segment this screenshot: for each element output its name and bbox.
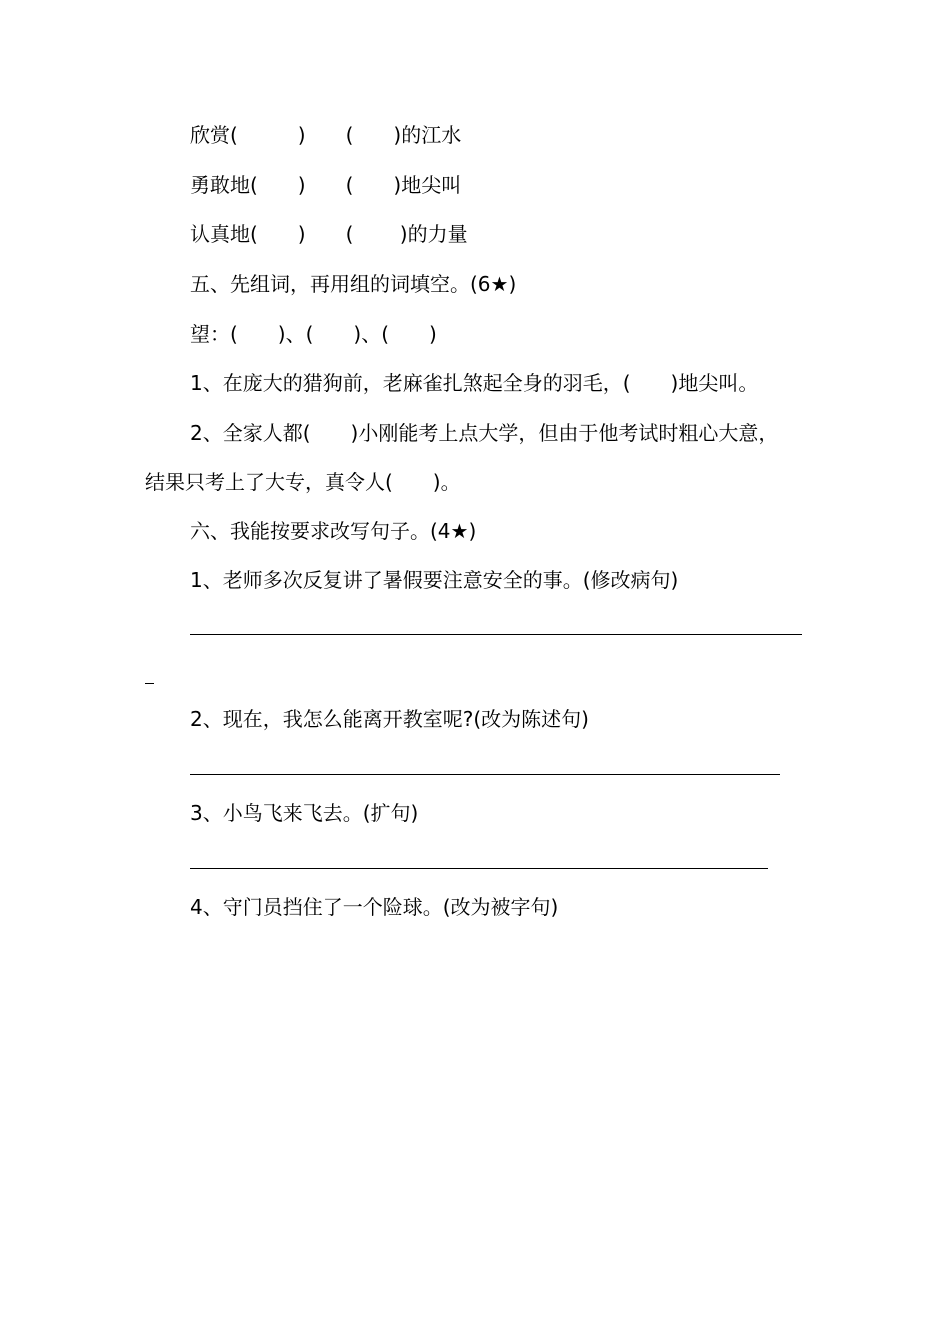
rewrite-task-1: 1、老师多次反复讲了暑假要注意安全的事。(修改病句) — [190, 568, 679, 592]
section-six-heading: 六、我能按要求改写句子。(4★) — [190, 519, 477, 543]
fill-sentence-2: 2、全家人都( )小刚能考上点大学，但由于他考试时粗心大意， — [190, 421, 779, 445]
fill-sentence-1: 1、在庞大的猎狗前，老麻雀扎煞起全身的羽毛，( )地尖叫。 — [190, 371, 759, 395]
word-group-line: 望：( )、( )、( ) — [190, 322, 437, 346]
rewrite-task-3: 3、小鸟飞来飞去。(扩句) — [190, 801, 419, 825]
answer-line-1-overflow — [145, 683, 154, 684]
fill-sentence-2-continued: 结果只考上了大专，真令人( )。 — [145, 470, 461, 494]
rewrite-task-2: 2、现在，我怎么能离开教室呢?(改为陈述句) — [190, 707, 589, 731]
phrase-fill-line-2: 勇敢地( ) ( )地尖叫 — [190, 173, 462, 197]
phrase-fill-line-1: 欣赏( ) ( )的江水 — [190, 123, 462, 147]
rewrite-task-4: 4、守门员挡住了一个险球。(改为被字句) — [190, 895, 559, 919]
answer-line-3 — [190, 868, 768, 869]
phrase-fill-line-3: 认真地( ) ( )的力量 — [190, 222, 468, 246]
section-five-heading: 五、先组词，再用组的词填空。(6★) — [190, 272, 517, 296]
answer-line-1 — [190, 634, 802, 635]
answer-line-2 — [190, 774, 780, 775]
